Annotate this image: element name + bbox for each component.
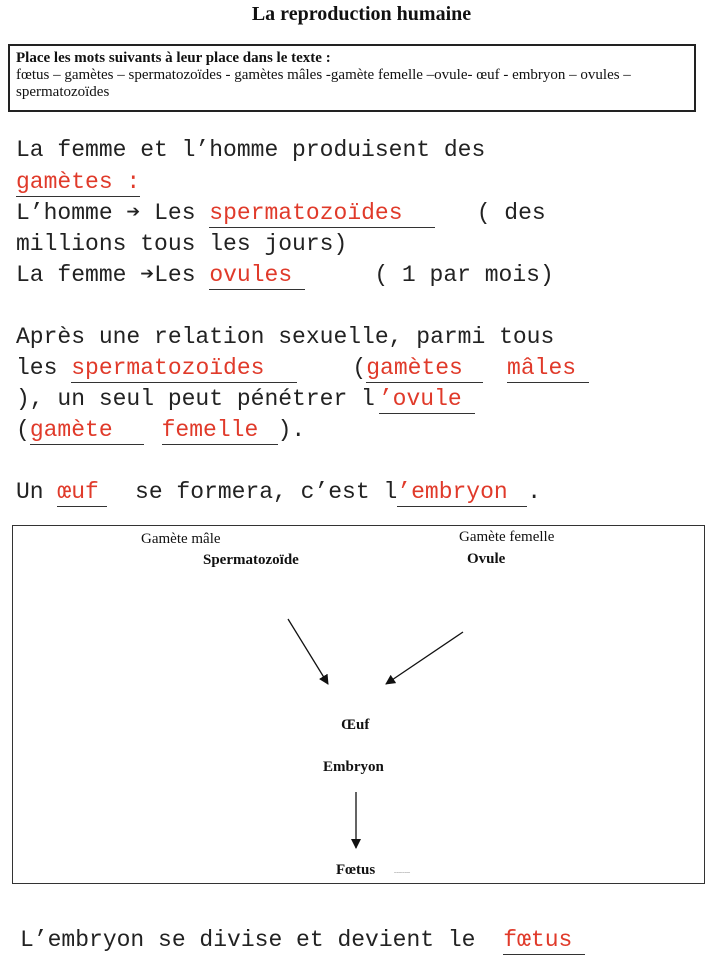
answer-gamete-femelle-1[interactable]: gamète bbox=[30, 417, 144, 445]
answer-gametes[interactable]: gamètes : bbox=[16, 169, 141, 195]
arrow-icon: ➔ bbox=[126, 200, 141, 226]
text-line-7: les spermatozoïdes (gamètes mâles bbox=[16, 353, 589, 384]
text-line-10: Un œuf se formera, c’est l’embryon . bbox=[16, 479, 542, 505]
diagram-arrows bbox=[13, 526, 706, 885]
text-line-4: millions tous les jours) bbox=[16, 231, 348, 257]
fetus-label: Fœtus bbox=[336, 862, 376, 878]
answer-gametes-males-2[interactable]: mâles bbox=[507, 355, 589, 383]
male-gamete-name: Spermatozoïde bbox=[203, 552, 299, 568]
word-bank-instruction: Place les mots suivants à leur place dans le texte : bbox=[16, 50, 331, 66]
text-line-1: La femme et l’homme produisent des bbox=[16, 137, 486, 163]
arrow-ovule-to-egg bbox=[386, 632, 463, 684]
answer-gametes-males-1[interactable]: gamètes bbox=[366, 355, 483, 383]
text-line-9: (gamète femelle ). bbox=[16, 417, 306, 443]
faint-mark: ~~~~~~ bbox=[394, 871, 411, 876]
embryo-label: Embryon bbox=[323, 759, 384, 775]
arrow-sperm-to-egg bbox=[288, 619, 328, 684]
answer-foetus[interactable]: fœtus bbox=[503, 927, 585, 955]
answer-spermatozoides-1[interactable]: spermatozoïdes bbox=[209, 200, 435, 228]
egg-label: Œuf bbox=[341, 717, 370, 733]
text-line-5: La femme ➔Les ovules ( 1 par mois) bbox=[16, 262, 554, 288]
text-line-3: L’homme ➔ Les spermatozoïdes ( des bbox=[16, 200, 546, 226]
answer-ovule[interactable]: ’ovule bbox=[379, 386, 475, 414]
text-line-11: L’embryon se divise et devient le fœtus bbox=[20, 925, 585, 956]
text-line-6: Après une relation sexuelle, parmi tous bbox=[16, 324, 555, 350]
answer-ovules[interactable]: ovules bbox=[209, 262, 305, 290]
text-line-8: ), un seul peut pénétrer l ’ovule bbox=[16, 384, 475, 415]
word-bank-list: fœtus – gamètes – spermatozoïdes - gamètes mâles -gamète femelle –ovule- œuf - embryon – ovules – spermatozoïdes bbox=[16, 67, 631, 100]
answer-gamete-femelle-2[interactable]: femelle bbox=[162, 417, 278, 445]
answer-oeuf[interactable]: œuf bbox=[57, 479, 107, 507]
page-title: La reproduction humaine bbox=[251, 3, 472, 25]
answer-embryon[interactable]: ’embryon bbox=[397, 479, 527, 507]
male-gamete-label: Gamète mâle bbox=[141, 531, 221, 547]
arrow-icon: ➔ bbox=[140, 262, 155, 288]
answer-spermatozoides-2[interactable]: spermatozoïdes bbox=[71, 355, 297, 383]
word-bank-box bbox=[8, 44, 696, 112]
female-gamete-name: Ovule bbox=[467, 551, 506, 567]
reproduction-diagram bbox=[12, 525, 705, 884]
text-line-2 bbox=[16, 167, 140, 198]
female-gamete-label: Gamète femelle bbox=[459, 529, 555, 545]
